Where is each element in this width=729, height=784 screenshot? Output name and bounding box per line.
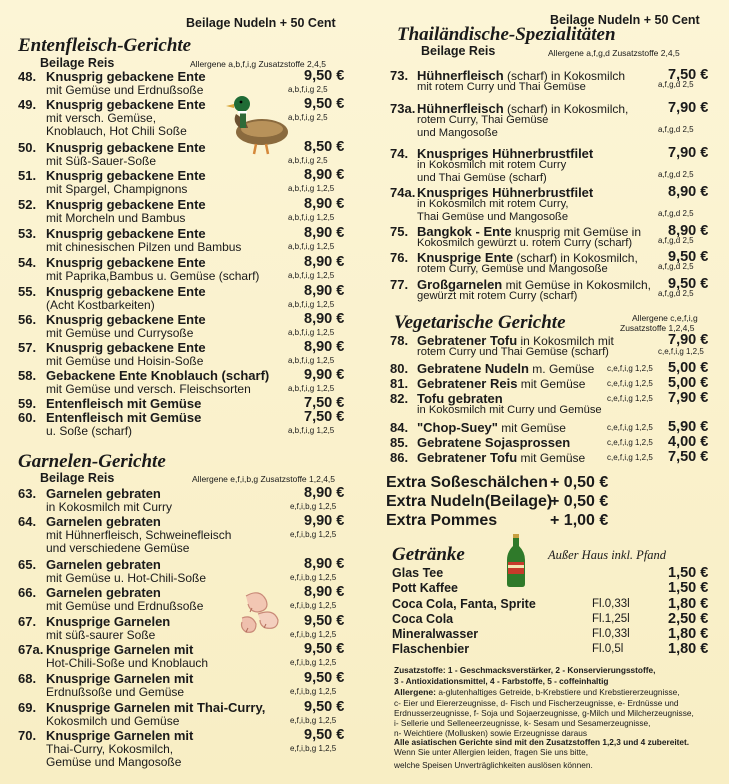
item-price: 9,50 € [668, 249, 709, 265]
footnote-additives-2: 3 - Antioxidationsmittel, 4 - Farbstoffe, 5 - coffeinhaltig [394, 676, 609, 686]
item-number: 49. [18, 97, 37, 112]
item-codes: a,b,f,i,g 1,2,5 [288, 271, 335, 280]
item-number: 82. [390, 391, 409, 406]
item-name: Bangkok - Ente [417, 224, 512, 239]
extra-label: Extra Soßeschälchen [386, 474, 548, 491]
thai-side-dish: Beilage Reis [421, 44, 496, 58]
item-price: 9,50 € [304, 699, 345, 715]
item-description: in Kokosmilch mit rotem Curry [417, 159, 567, 171]
extra-label: Extra Nudeln(Beilage) [386, 493, 553, 510]
item-description: mit Gemüse und Erdnußsoße [46, 599, 204, 613]
duck-allergens: Allergene a,b,f,i,g Zusatzstoffe 2,4,5 [190, 59, 326, 69]
item-number: 50. [18, 140, 37, 155]
item-codes: a,b,f,i,g 2,5 [288, 85, 328, 94]
drink-name: Mineralwasser [392, 627, 479, 641]
footnote-allergens-5: n- Weichtiere (Mollusken) sowie Erzeugnisse daraus [394, 728, 588, 738]
item-description: mit Paprika,Bambus u. Gemüse (scharf) [46, 269, 260, 283]
item-number: 85. [390, 435, 409, 450]
item-name: Knusprig gebackene Ente [46, 197, 206, 212]
drinks-title: Getränke [392, 544, 465, 565]
item-price: 8,90 € [304, 225, 345, 241]
item-name-line [417, 361, 594, 376]
item-codes: c,e,f,i,g 1,2,5 [607, 364, 653, 373]
item-price: 4,00 € [668, 434, 709, 450]
item-codes: a,b,f,i,g 1,2,5 [288, 300, 335, 309]
item-name: Knusprige Garnelen mit [46, 728, 194, 743]
item-number: 78. [390, 333, 409, 348]
item-number: 54. [18, 255, 37, 270]
noodle-surcharge-note-right: Beilage Nudeln + 50 Cent [550, 13, 700, 27]
item-price: 8,90 € [304, 254, 345, 270]
item-description: rotem Curry und Thai Gemüse (scharf) [417, 346, 609, 358]
item-number: 70. [18, 728, 37, 743]
item-price: 7,50 € [668, 449, 709, 465]
drink-price: 2,50 € [668, 611, 709, 627]
footnote-allergens-2: c- Eier und Eiererzeugnisse, d- Fisch und Fischerzeugnisse, e- Erdnüsse und [394, 698, 679, 708]
item-name: Garnelen gebraten [46, 557, 161, 572]
item-name: Gebratene Sojasprossen [417, 435, 571, 450]
item-number: 56. [18, 312, 37, 327]
item-codes: a,b,f,i,g 1,2,5 [288, 328, 335, 337]
item-price: 9,50 € [304, 613, 345, 629]
drink-name: Pott Kaffee [392, 581, 458, 595]
item-price: 7,50 € [668, 67, 709, 83]
item-codes: c,e,f,i,g 1,2,5 [607, 379, 653, 388]
item-codes: e,f,i,b,g 1,2,5 [290, 716, 337, 725]
item-price: 7,90 € [668, 332, 709, 348]
item-codes: a,f,g,d 2,5 [658, 125, 694, 134]
item-number: 69. [18, 700, 37, 715]
item-name: Knusprig gebackene Ente [46, 284, 206, 299]
item-name-line [417, 420, 566, 435]
drink-name: Flaschenbier [392, 642, 470, 656]
item-price: 5,00 € [668, 360, 709, 376]
item-number: 55. [18, 284, 37, 299]
item-name: Entenfleisch mit Gemüse [46, 410, 202, 425]
item-number: 60. [18, 410, 37, 425]
extra-price: + 0,50 € [550, 474, 609, 491]
drink-name: Glas Tee [392, 566, 444, 580]
item-description: mit Hühnerfleisch, Schweinefleisch [46, 528, 232, 542]
item-description: und Mangosoße [417, 127, 498, 139]
item-codes: e,f,i,b,g 1,2,5 [290, 601, 337, 610]
item-number: 67a. [18, 642, 44, 657]
item-codes: a,f,g,d 2,5 [658, 236, 694, 245]
item-name: Gebratener Tofu [417, 450, 518, 465]
item-name: Knusprig gebackene Ente [46, 226, 206, 241]
item-number: 64. [18, 514, 37, 529]
item-name: Hühnerfleisch [417, 101, 504, 116]
drink-price: 1,80 € [668, 626, 709, 642]
noodle-surcharge-note: Beilage Nudeln + 50 Cent [186, 16, 336, 30]
footnote-allergy-warning-2: welche Speisen Unverträglichkeiten auslösen können. [394, 760, 593, 770]
item-price: 9,90 € [304, 367, 345, 383]
item-number: 59. [18, 396, 37, 411]
item-price: 9,50 € [304, 641, 345, 657]
extra-price: + 1,00 € [550, 512, 609, 529]
item-codes: a,b,f,i,g 1,2,5 [288, 384, 335, 393]
item-description: Erdnußsoße und Gemüse [46, 685, 185, 699]
item-number: 84. [390, 420, 409, 435]
item-description: mit Gemüse und Erdnußsoße [46, 83, 204, 97]
item-codes: e,f,i,b,g 1,2,5 [290, 687, 337, 696]
menu-item [390, 146, 660, 186]
item-codes: e,f,i,b,g 1,2,5 [290, 630, 337, 639]
item-price: 9,50 € [668, 276, 709, 292]
item-description: in Kokosmilch mit rotem Curry, [417, 198, 569, 210]
veg-additives: Zusatzstoffe 1,2,4,5 [620, 323, 695, 333]
item-codes: a,b,f,i,g 2,5 [288, 113, 328, 122]
item-codes: c,e,f,i,g 1,2,5 [607, 438, 653, 447]
item-number: 75. [390, 224, 409, 239]
item-name: Knusprig gebackene Ente [46, 97, 206, 112]
menu-item [390, 101, 660, 141]
item-name: Knusprige Ente [417, 250, 514, 265]
item-price: 7,50 € [304, 409, 345, 425]
menu-item [390, 277, 660, 317]
item-price: 9,50 € [304, 68, 345, 84]
item-price: 9,50 € [304, 670, 345, 686]
item-number: 65. [18, 557, 37, 572]
item-name: Knusprige Garnelen mit Thai-Curry, [46, 700, 266, 715]
item-description: Kokosmilch gewürzt u. rotem Curry (scharf) [417, 237, 633, 249]
item-number: 81. [390, 376, 409, 391]
item-name-suffix: mit Gemüse [517, 377, 586, 391]
item-number: 48. [18, 69, 37, 84]
item-price: 8,90 € [668, 184, 709, 200]
item-description: mit Gemüse und Currysoße [46, 326, 194, 340]
item-codes: a,f,g,d 2,5 [658, 170, 694, 179]
item-name: Gebratene Nudeln [417, 361, 529, 376]
item-price: 5,00 € [668, 375, 709, 391]
drinks-note: Außer Haus inkl. Pfand [548, 548, 667, 562]
item-number: 57. [18, 340, 37, 355]
item-name: Gebackene Ente Knoblauch (scharf) [46, 368, 270, 383]
drink-price: 1,80 € [668, 641, 709, 657]
item-price: 8,50 € [304, 139, 345, 155]
item-name-suffix: (scharf) in Kokosmilch, [503, 102, 629, 116]
item-description: mit chinesischen Pilzen und Bambus [46, 240, 242, 254]
item-description: Thai Gemüse und Mangosoße [417, 211, 569, 223]
drink-volume: Fl.1,25l [592, 613, 630, 625]
item-codes: e,f,i,b,g 1,2,5 [290, 744, 337, 753]
drink-volume: Fl.0,5l [592, 643, 624, 655]
item-number: 74a. [390, 185, 416, 200]
duck-icon [226, 92, 292, 156]
item-name: Großgarnelen [417, 277, 503, 292]
item-description: mit süß-saurer Soße [46, 628, 156, 642]
item-name: Knusprige Garnelen mit [46, 671, 194, 686]
item-name-suffix: (scharf) in Kokosmilch [503, 69, 626, 83]
item-description: gewürzt mit rotem Curry (scharf) [417, 290, 578, 302]
item-number: 76. [390, 250, 409, 265]
item-codes: a,b,f,i,g 1,2,5 [288, 242, 335, 251]
drink-name: Coca Cola, Fanta, Sprite [392, 597, 536, 611]
item-name: Knuspriges Hühnerbrustfilet [417, 185, 594, 200]
item-name: Knusprige Garnelen [46, 614, 171, 629]
item-name-line [417, 450, 585, 465]
extra-label: Extra Pommes [386, 512, 498, 529]
item-price: 8,90 € [304, 485, 345, 501]
item-price: 8,90 € [304, 283, 345, 299]
item-description: mit Spargel, Champignons [46, 182, 188, 196]
item-codes: e,f,i,b,g 1,2,5 [290, 530, 337, 539]
item-description: Thai-Curry, Kokosmilch, [46, 742, 174, 756]
bottle-icon [505, 532, 527, 588]
item-codes: a,b,f,i,g 1,2,5 [288, 426, 335, 435]
item-description: Kokosmilch und Gemüse [46, 714, 180, 728]
item-codes: a,f,g,d 2,5 [658, 262, 694, 271]
shrimp-allergens: Allergene e,f,i,b,g Zusatzstoffe 1,2,4,5 [192, 474, 336, 484]
item-number: 74. [390, 146, 409, 161]
thai-allergens: Allergene a,f,g,d Zusatzstoffe 2,4,5 [548, 48, 680, 58]
item-codes: a,f,g,d 2,5 [658, 289, 694, 298]
item-description: rotem Curry, Gemüse und Mangosoße [417, 263, 608, 275]
footnote-allergens-3: Erdnusserzeugnisse, f- Soja und Sojaerzeugnisse, g-Milch und Milcherzeugnisse, [394, 708, 694, 718]
item-description: (Acht Kostbarkeiten) [46, 298, 155, 312]
item-price: 8,90 € [304, 196, 345, 212]
item-name-suffix: mit Gemüse in Kokosmilch, [502, 278, 651, 292]
item-number: 53. [18, 226, 37, 241]
veg-allergens: Allergene c,e,f,i,g [632, 313, 698, 323]
item-number: 51. [18, 168, 37, 183]
item-price: 9,50 € [304, 96, 345, 112]
allergens-label: Allergene: [394, 687, 437, 697]
item-name-suffix: (scharf) in Kokosmilch, [513, 251, 638, 265]
item-description: in Kokosmilch mit Curry und Gemüse [417, 404, 602, 416]
thai-section-title: Thailändische-Spezialitäten [397, 24, 616, 45]
item-name-suffix: m. Gemüse [528, 362, 595, 376]
item-number: 67. [18, 614, 37, 629]
item-name: Garnelen gebraten [46, 486, 161, 501]
item-price: 7,90 € [668, 390, 709, 406]
item-price: 9,50 € [304, 727, 345, 743]
item-price: 7,90 € [668, 145, 709, 161]
item-name: Garnelen gebraten [46, 585, 161, 600]
item-name: Knuspriges Hühnerbrustfilet [417, 146, 594, 161]
item-name-line [417, 376, 585, 391]
item-name-suffix: mit Gemüse [517, 451, 586, 465]
item-description: mit Morcheln und Bambus [46, 211, 186, 225]
item-codes: a,b,f,i,g 2,5 [288, 156, 328, 165]
item-description: mit versch. Gemüse, [46, 111, 157, 125]
drink-price: 1,50 € [668, 580, 709, 596]
item-price: 5,90 € [668, 419, 709, 435]
menu-item [390, 185, 660, 225]
item-price: 7,90 € [668, 100, 709, 116]
drink-name: Coca Cola [392, 612, 454, 626]
item-name: Knusprig gebackene Ente [46, 69, 206, 84]
item-name: "Chop-Suey" [417, 420, 498, 435]
item-number: 68. [18, 671, 37, 686]
item-name: Knusprig gebackene Ente [46, 340, 206, 355]
footnote-allergens-4: i- Sellerie und Selleneerzeugnisse, k- Sesam und Sesamerzeugnisse, [394, 718, 651, 728]
item-description: rotem Curry, Thai Gemüse [417, 114, 549, 126]
item-name: Entenfleisch mit Gemüse [46, 396, 202, 411]
shrimp-section-title: Garnelen-Gerichte [18, 451, 166, 472]
item-codes: a,b,f,i,g 1,2,5 [288, 213, 335, 222]
drink-volume: Fl.0,33l [592, 628, 630, 640]
item-name-suffix: in Kokosmilch mit [517, 334, 614, 348]
item-name: Knusprig gebackene Ente [46, 312, 206, 327]
item-description: mit Gemüse und versch. Fleischsorten [46, 382, 251, 396]
shrimp-icon [236, 586, 284, 638]
item-number: 66. [18, 585, 37, 600]
item-number: 86. [390, 450, 409, 465]
item-number: 77. [390, 277, 409, 292]
footnote-allergens-1 [394, 687, 680, 698]
item-number: 52. [18, 197, 37, 212]
item-codes: a,f,g,d 2,5 [658, 209, 694, 218]
item-description: Knoblauch, Hot Chili Soße [46, 124, 187, 138]
item-codes: c,e,f,i,g 1,2,5 [607, 453, 653, 462]
item-number: 80. [390, 361, 409, 376]
item-number: 73. [390, 68, 409, 83]
item-description: und verschiedene Gemüse [46, 541, 190, 555]
drink-price: 1,50 € [668, 565, 709, 581]
duck-side-dish: Beilage Reis [40, 56, 115, 70]
item-codes: a,b,f,i,g 1,2,5 [288, 184, 335, 193]
footnote-asian-dishes: Alle asiatischen Gerichte sind mit den Zusatzstoffen 1,2,3 und 4 zubereitet. [394, 737, 690, 747]
drink-volume: Fl.0,33l [592, 598, 630, 610]
item-name: Knusprige Garnelen mit [46, 642, 194, 657]
footnote-additives-1: Zusatzstoffe: 1 - Geschmacksverstärker, 2 - Konservierungsstoffe, [394, 665, 656, 675]
shrimp-side-dish: Beilage Reis [40, 471, 115, 485]
item-description: mit Gemüse u. Hot-Chili-Soße [46, 571, 207, 585]
item-name: Gebratener Reis [417, 376, 518, 391]
item-description: u. Soße (scharf) [46, 424, 133, 438]
item-codes: c,e,f,i,g 1,2,5 [658, 347, 704, 356]
item-name-suffix: knusprig mit Gemüse in [511, 225, 642, 239]
menu-item [390, 333, 660, 363]
item-description: mit Süß-Sauer-Soße [46, 154, 157, 168]
item-description: und Thai Gemüse (scharf) [417, 172, 547, 184]
item-codes: c,e,f,i,g 1,2,5 [607, 423, 653, 432]
item-name: Knusprig gebackene Ente [46, 168, 206, 183]
item-name: Tofu gebraten [417, 391, 503, 406]
item-description: Hot-Chili-Soße und Knoblauch [46, 656, 209, 670]
drink-price: 1,80 € [668, 596, 709, 612]
item-codes: e,f,i,b,g 1,2,5 [290, 658, 337, 667]
item-price: 9,90 € [304, 513, 345, 529]
item-codes: e,f,i,b,g 1,2,5 [290, 502, 337, 511]
item-price: 8,90 € [668, 223, 709, 239]
duck-section-title: Entenfleisch-Gerichte [18, 35, 192, 56]
item-name: Garnelen gebraten [46, 514, 161, 529]
item-name-line [417, 435, 570, 450]
item-name: Gebratener Tofu [417, 333, 518, 348]
item-name: Knusprig gebackene Ente [46, 255, 206, 270]
item-description: in Kokosmilch mit Curry [46, 500, 173, 514]
veg-section-title: Vegetarische Gerichte [394, 312, 566, 333]
item-price: 8,90 € [304, 556, 345, 572]
item-number: 73a. [390, 101, 416, 116]
item-codes: c,e,f,i,g 1,2,5 [607, 394, 653, 403]
item-description: mit Gemüse und Hoisin-Soße [46, 354, 204, 368]
item-name-suffix: mit Gemüse [497, 421, 566, 435]
item-codes: a,b,f,i,g 1,2,5 [288, 356, 335, 365]
item-codes: a,f,g,d 2,5 [658, 80, 694, 89]
item-number: 58. [18, 368, 37, 383]
item-codes: e,f,i,b,g 1,2,5 [290, 573, 337, 582]
item-name: Knusprig gebackene Ente [46, 140, 206, 155]
item-description: Gemüse und Mangosoße [46, 755, 182, 769]
item-price: 8,90 € [304, 584, 345, 600]
footnote-allergy-warning-1: Wenn Sie unter Allergien leiden, fragen Sie uns bitte, [394, 747, 589, 757]
extra-price: + 0,50 € [550, 493, 609, 510]
allergens-text-1: a-glutenhaltiges Getreide, b-Krebstiere und Krebstiererzeugnisse, [436, 687, 680, 697]
item-number: 63. [18, 486, 37, 501]
item-price: 8,90 € [304, 339, 345, 355]
item-description: mit rotem Curry und Thai Gemüse [417, 81, 586, 93]
item-price: 8,90 € [304, 167, 345, 183]
item-price: 7,50 € [304, 395, 345, 411]
item-price: 8,90 € [304, 311, 345, 327]
item-name: Hühnerfleisch [417, 68, 504, 83]
